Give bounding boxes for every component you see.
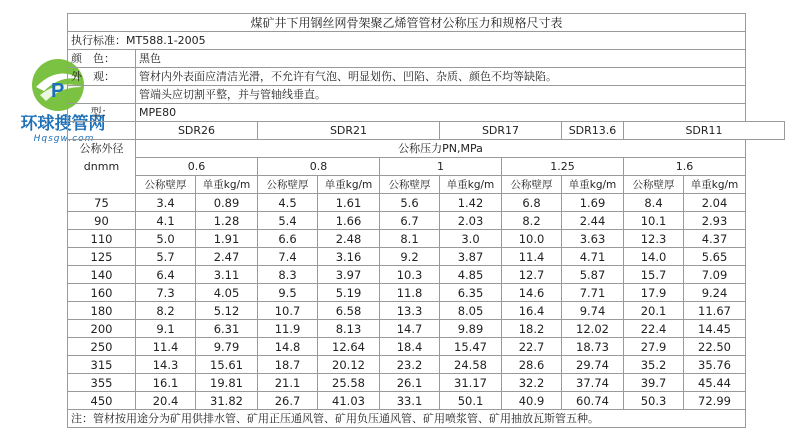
weight-cell: 50.1: [440, 392, 502, 410]
appearance-line-2: 管端头应切割平整，并与管轴线垂直。: [136, 86, 746, 104]
svg-text:P: P: [51, 80, 65, 102]
appearance-label-spacer: [68, 86, 136, 104]
thickness-cell: 28.6: [502, 356, 562, 374]
table-row: [68, 284, 785, 302]
appearance-line-1: 管材内外表面应清洁光滑，不允许有气泡、明显划伤、凹陷、杂质、颜色不均等缺陷。: [136, 68, 746, 86]
thickness-cell: 11.4: [502, 248, 562, 266]
weight-cell: 7.71: [562, 284, 624, 302]
pressure-0-8: 0.8: [258, 158, 380, 176]
thickness-cell: 11.8: [380, 284, 440, 302]
thickness-cell: 7.4: [258, 248, 318, 266]
sub-header-thickness: 公称壁厚: [258, 176, 318, 194]
weight-cell: 7.09: [684, 266, 746, 284]
weight-cell: 3.16: [318, 248, 380, 266]
weight-cell: 4.85: [440, 266, 502, 284]
spec-table: [67, 13, 785, 428]
weight-cell: 60.74: [562, 392, 624, 410]
thickness-cell: 5.7: [136, 248, 196, 266]
thickness-cell: 6.7: [380, 212, 440, 230]
model-value: MPE80: [136, 104, 746, 122]
thickness-cell: 20.4: [136, 392, 196, 410]
standard-label: 执行标准：: [71, 33, 126, 47]
table-row: [68, 248, 785, 266]
table-title: 煤矿井下用钢丝网骨架聚乙烯管管材公称压力和规格尺寸表: [68, 14, 746, 32]
thickness-cell: 9.2: [380, 248, 440, 266]
thickness-cell: 7.3: [136, 284, 196, 302]
dn-cell: 90: [68, 212, 136, 230]
table-row: [68, 392, 785, 410]
thickness-cell: 5.4: [258, 212, 318, 230]
thickness-cell: 6.8: [502, 194, 562, 212]
thickness-cell: 33.1: [380, 392, 440, 410]
thickness-cell: 4.1: [136, 212, 196, 230]
table-row: [68, 212, 785, 230]
thickness-cell: 12.7: [502, 266, 562, 284]
thickness-cell: 18.7: [258, 356, 318, 374]
thickness-cell: 8.2: [502, 212, 562, 230]
weight-cell: 18.73: [562, 338, 624, 356]
thickness-cell: 15.7: [624, 266, 684, 284]
table-row: [68, 338, 785, 356]
thickness-cell: 50.3: [624, 392, 684, 410]
weight-cell: 0.89: [196, 194, 258, 212]
thickness-cell: 6.6: [258, 230, 318, 248]
thickness-cell: 8.3: [258, 266, 318, 284]
weight-cell: 3.87: [440, 248, 502, 266]
thickness-cell: 32.2: [502, 374, 562, 392]
thickness-cell: 23.2: [380, 356, 440, 374]
sdr-17: SDR17: [440, 122, 562, 140]
color-value: 黑色: [136, 50, 746, 68]
dn-cell: 180: [68, 302, 136, 320]
sub-header-weight: 单重kg/m: [318, 176, 380, 194]
weight-cell: 4.05: [196, 284, 258, 302]
weight-cell: 6.35: [440, 284, 502, 302]
weight-cell: 35.76: [684, 356, 746, 374]
thickness-cell: 10.1: [624, 212, 684, 230]
sdr-21: SDR21: [258, 122, 440, 140]
weight-cell: 1.61: [318, 194, 380, 212]
weight-cell: 14.45: [684, 320, 746, 338]
weight-cell: 9.79: [196, 338, 258, 356]
thickness-cell: 20.1: [624, 302, 684, 320]
weight-cell: 4.37: [684, 230, 746, 248]
weight-cell: 2.48: [318, 230, 380, 248]
table-row: [68, 302, 785, 320]
weight-cell: 24.58: [440, 356, 502, 374]
dn-cell: 140: [68, 266, 136, 284]
weight-cell: 37.74: [562, 374, 624, 392]
weight-cell: 5.19: [318, 284, 380, 302]
weight-cell: 12.02: [562, 320, 624, 338]
thickness-cell: 16.4: [502, 302, 562, 320]
thickness-cell: 27.9: [624, 338, 684, 356]
thickness-cell: 10.3: [380, 266, 440, 284]
sdr-13-6: SDR13.6: [562, 122, 624, 140]
standard-value: MT588.1-2005: [126, 33, 206, 47]
weight-cell: 20.12: [318, 356, 380, 374]
thickness-cell: 40.9: [502, 392, 562, 410]
dn-cell: 450: [68, 392, 136, 410]
weight-cell: 2.93: [684, 212, 746, 230]
thickness-cell: 11.4: [136, 338, 196, 356]
dn-cell: 200: [68, 320, 136, 338]
table-row: [68, 320, 785, 338]
logo-domain: Hqsgw.com: [33, 134, 95, 144]
pressure-0-6: 0.6: [136, 158, 258, 176]
thickness-cell: 8.4: [624, 194, 684, 212]
thickness-cell: 21.1: [258, 374, 318, 392]
weight-cell: 4.71: [562, 248, 624, 266]
weight-cell: 1.66: [318, 212, 380, 230]
thickness-cell: 22.4: [624, 320, 684, 338]
weight-cell: 15.47: [440, 338, 502, 356]
color-label: 颜 色：: [68, 50, 136, 68]
weight-cell: 2.03: [440, 212, 502, 230]
sub-header-thickness: 公称壁厚: [380, 176, 440, 194]
dn-label-2: dnmm: [83, 160, 120, 173]
thickness-cell: 14.6: [502, 284, 562, 302]
sub-header-thickness: 公称壁厚: [624, 176, 684, 194]
thickness-cell: 11.9: [258, 320, 318, 338]
sub-header-weight: 单重kg/m: [196, 176, 258, 194]
dn-cell: 75: [68, 194, 136, 212]
dn-cell: 160: [68, 284, 136, 302]
thickness-cell: 14.7: [380, 320, 440, 338]
thickness-cell: 18.4: [380, 338, 440, 356]
thickness-cell: 5.0: [136, 230, 196, 248]
table-note: 注：管材按用途分为矿用供排水管、矿用正压通风管、矿用负压通风管、矿用喷浆管、矿用抽放瓦斯管五种。: [68, 410, 746, 428]
table-row: [68, 194, 785, 212]
weight-cell: 11.67: [684, 302, 746, 320]
thickness-cell: 9.5: [258, 284, 318, 302]
weight-cell: 31.82: [196, 392, 258, 410]
thickness-cell: 4.5: [258, 194, 318, 212]
sub-header-thickness: 公称壁厚: [502, 176, 562, 194]
thickness-cell: 14.3: [136, 356, 196, 374]
weight-cell: 2.44: [562, 212, 624, 230]
sub-header-weight: 单重kg/m: [562, 176, 624, 194]
weight-cell: 9.74: [562, 302, 624, 320]
thickness-cell: 35.2: [624, 356, 684, 374]
thickness-cell: 14.0: [624, 248, 684, 266]
thickness-cell: 22.7: [502, 338, 562, 356]
weight-cell: 6.31: [196, 320, 258, 338]
weight-cell: 22.50: [684, 338, 746, 356]
weight-cell: 8.13: [318, 320, 380, 338]
dn-cell: 125: [68, 248, 136, 266]
thickness-cell: 10.7: [258, 302, 318, 320]
thickness-cell: 6.4: [136, 266, 196, 284]
thickness-cell: 5.6: [380, 194, 440, 212]
table-row: [68, 356, 785, 374]
weight-cell: 9.89: [440, 320, 502, 338]
weight-cell: 1.69: [562, 194, 624, 212]
weight-cell: 45.44: [684, 374, 746, 392]
weight-cell: 41.03: [318, 392, 380, 410]
sub-header-thickness: 公称壁厚: [136, 176, 196, 194]
thickness-cell: 10.0: [502, 230, 562, 248]
weight-cell: 8.05: [440, 302, 502, 320]
weight-cell: 72.99: [684, 392, 746, 410]
sdr-corner: [68, 122, 136, 140]
sdr-26: SDR26: [136, 122, 258, 140]
weight-cell: 31.17: [440, 374, 502, 392]
thickness-cell: 12.3: [624, 230, 684, 248]
dn-cell: 250: [68, 338, 136, 356]
table-row: [68, 230, 785, 248]
dn-label-1: 公称外径: [79, 142, 124, 155]
dn-cell: 355: [68, 374, 136, 392]
thickness-cell: 26.7: [258, 392, 318, 410]
weight-cell: 1.28: [196, 212, 258, 230]
weight-cell: 5.65: [684, 248, 746, 266]
thickness-cell: 16.1: [136, 374, 196, 392]
sub-header-weight: 单重kg/m: [684, 176, 746, 194]
weight-cell: 5.87: [562, 266, 624, 284]
weight-cell: 15.61: [196, 356, 258, 374]
pressure-1-25: 1.25: [502, 158, 624, 176]
thickness-cell: 9.1: [136, 320, 196, 338]
pn-header: 公称压力PN,MPa: [136, 140, 746, 158]
thickness-cell: 8.1: [380, 230, 440, 248]
standard-row: [68, 32, 746, 50]
model-label: 型：: [68, 104, 136, 122]
weight-cell: 3.0: [440, 230, 502, 248]
pressure-1-6: 1.6: [624, 158, 746, 176]
weight-cell: 25.58: [318, 374, 380, 392]
appearance-label: 外 观：: [68, 68, 136, 86]
weight-cell: 12.64: [318, 338, 380, 356]
weight-cell: 3.63: [562, 230, 624, 248]
thickness-cell: 3.4: [136, 194, 196, 212]
weight-cell: 9.24: [684, 284, 746, 302]
thickness-cell: 39.7: [624, 374, 684, 392]
weight-cell: 5.12: [196, 302, 258, 320]
weight-cell: 1.42: [440, 194, 502, 212]
table-row: [68, 374, 785, 392]
sdr-11: SDR11: [624, 122, 785, 140]
sub-header-weight: 单重kg/m: [440, 176, 502, 194]
logo-name: 环球搜管网: [20, 114, 106, 134]
weight-cell: 2.04: [684, 194, 746, 212]
thickness-cell: 18.2: [502, 320, 562, 338]
data-rows: [68, 194, 785, 410]
dn-cell: 315: [68, 356, 136, 374]
thickness-cell: 17.9: [624, 284, 684, 302]
thickness-cell: 8.2: [136, 302, 196, 320]
table-row: [68, 266, 785, 284]
thickness-cell: 13.3: [380, 302, 440, 320]
pressure-1: 1: [380, 158, 502, 176]
thickness-cell: 14.8: [258, 338, 318, 356]
weight-cell: 1.91: [196, 230, 258, 248]
dn-header: [68, 140, 136, 194]
weight-cell: 29.74: [562, 356, 624, 374]
weight-cell: 3.97: [318, 266, 380, 284]
weight-cell: 19.81: [196, 374, 258, 392]
dn-cell: 110: [68, 230, 136, 248]
weight-cell: 2.47: [196, 248, 258, 266]
thickness-cell: 26.1: [380, 374, 440, 392]
weight-cell: 6.58: [318, 302, 380, 320]
weight-cell: 3.11: [196, 266, 258, 284]
